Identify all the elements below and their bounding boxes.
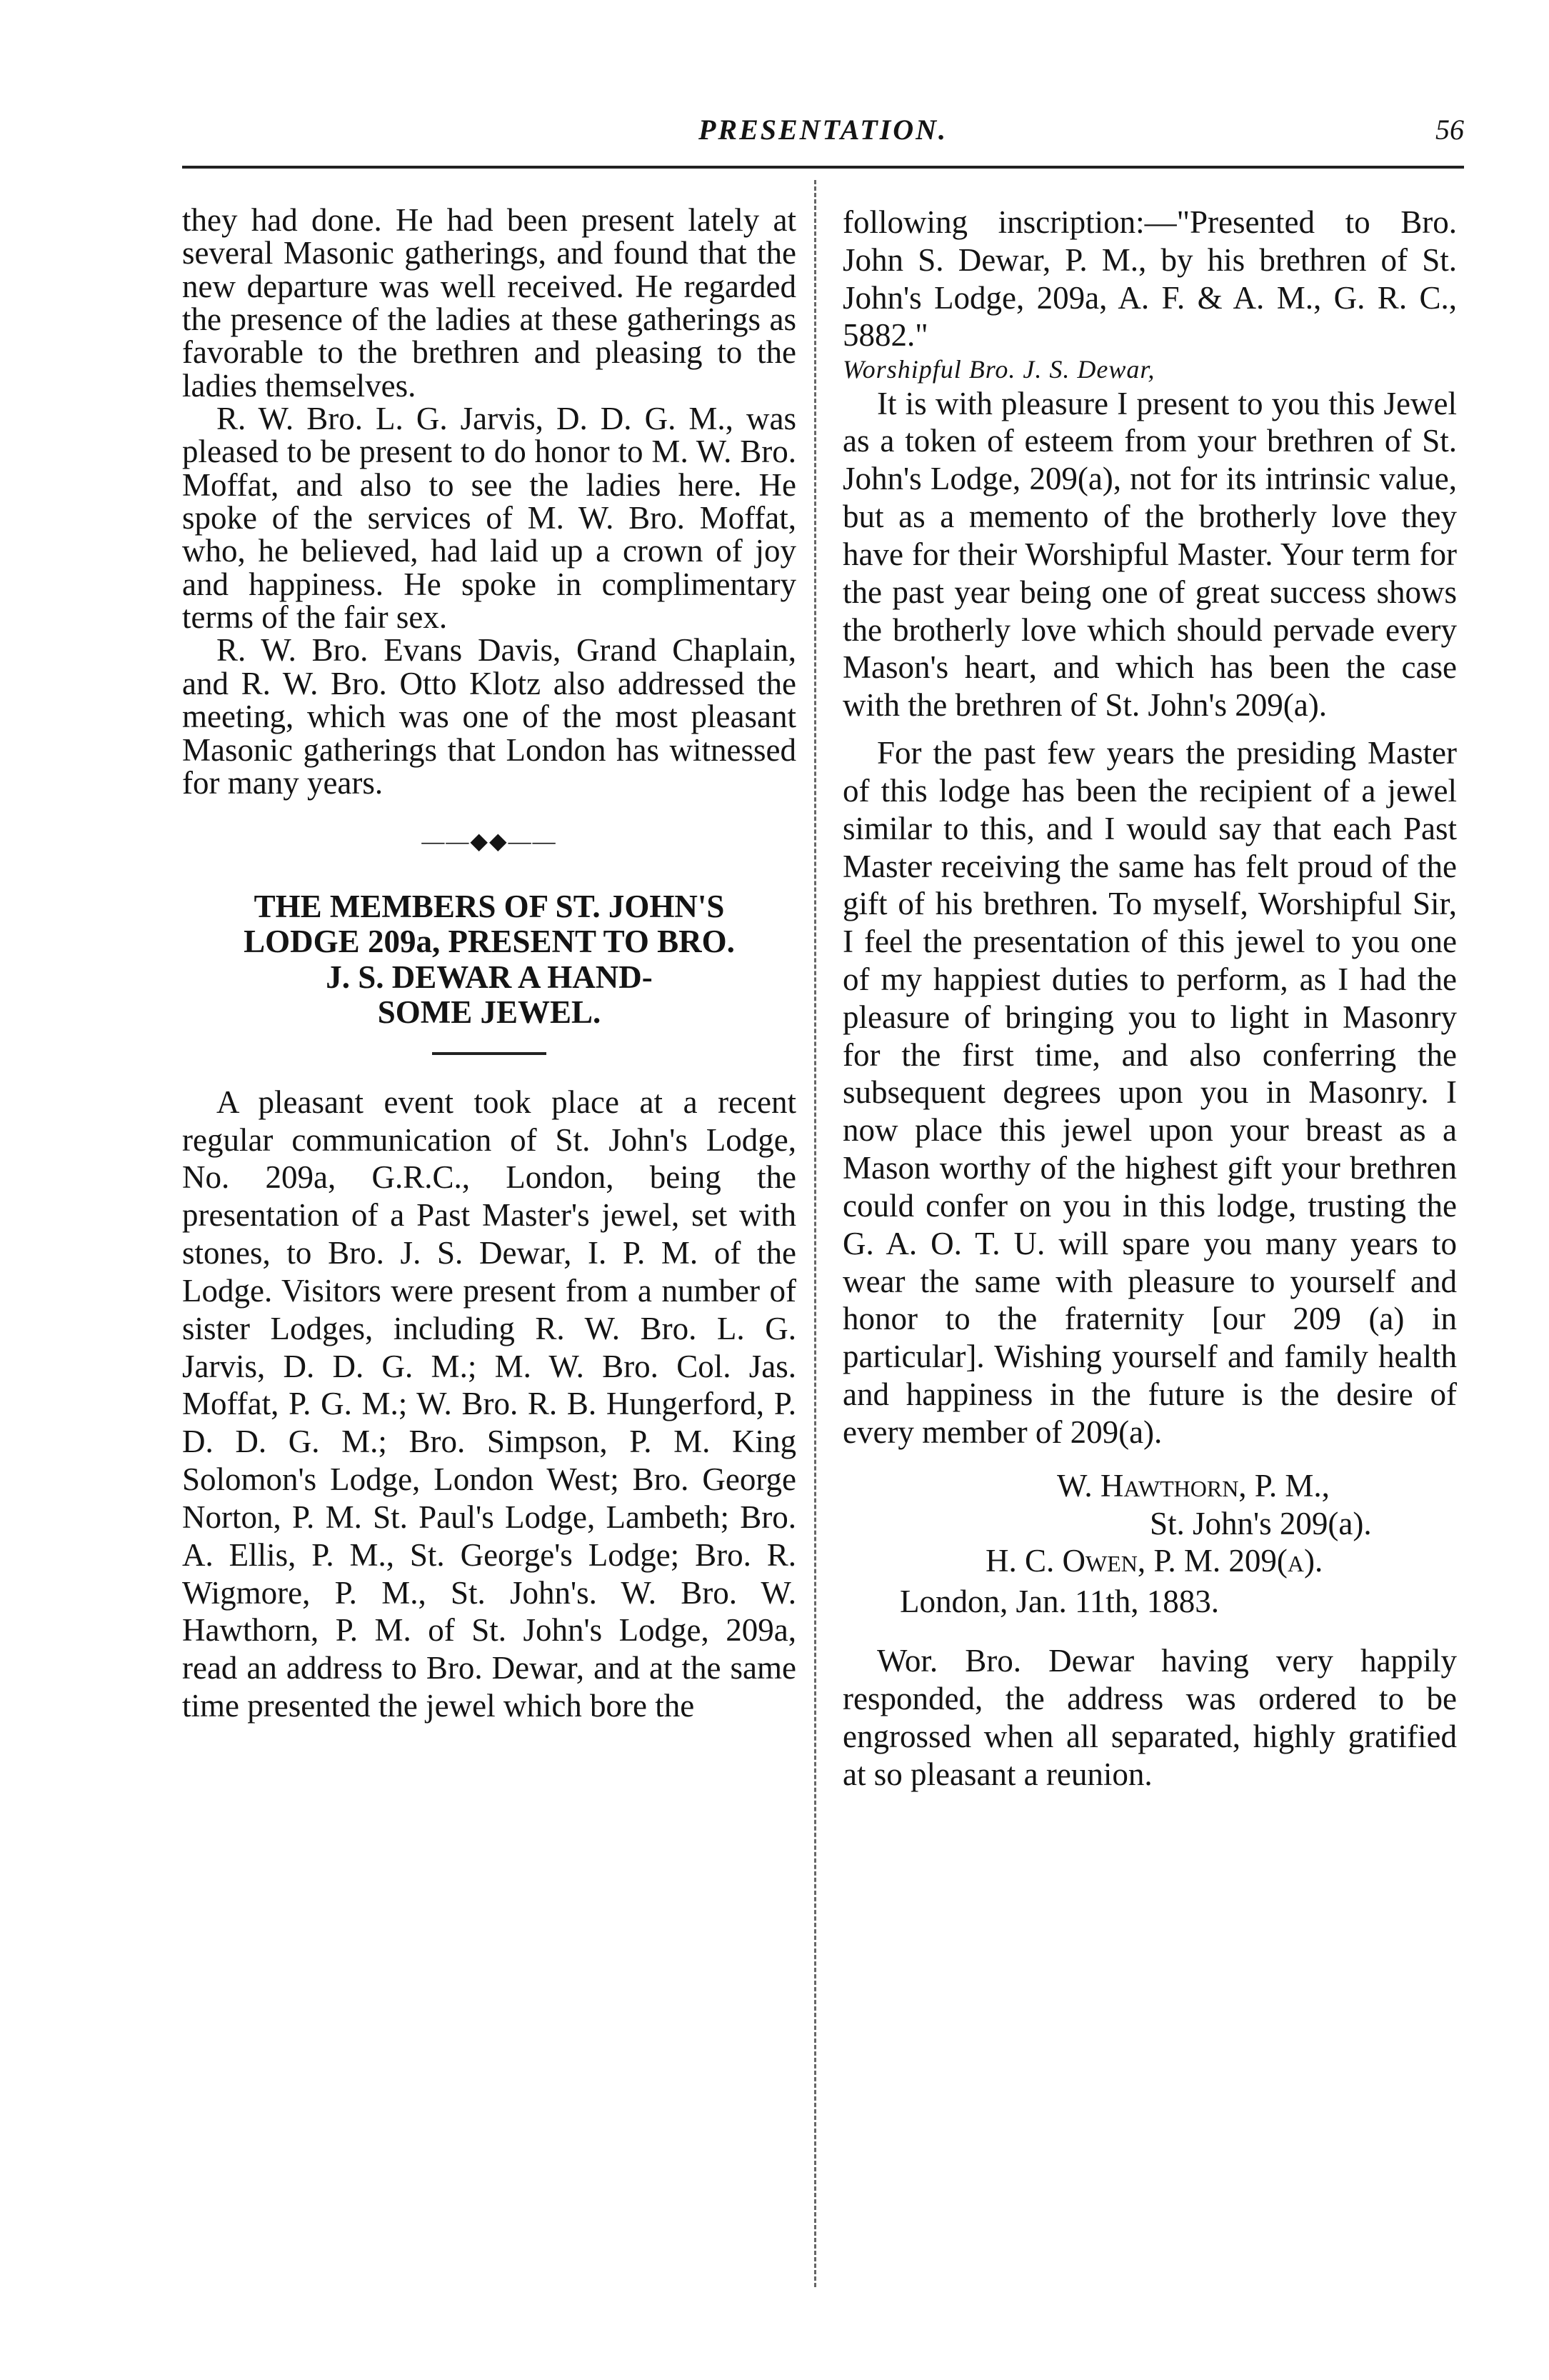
- paragraph: A pleasant event took place at a recent regular communication of St. John's Lodge, No. 209a, G.R.C., London, being the presentation of a Past Master's jewel, set with stones, to Bro. J. S. Dewar, I. P. M. of the Lodge. Visitors were present from a number of sister Lodges, including R. W. Bro. L. G. Jarvis, D. D. G. M.; M. W. Bro. Col. Jas. Moffat, P. G. M.; W. Bro. R. B. Hungerford, P. D. D. G. M.; Bro. Simpson, P. M. King Solomon's Lodge, London West; Bro. George Norton, P. M. St. Paul's Lodge, Lambeth; Bro. A. Ellis, P. M., St. George's Lodge; Bro. R. Wigmore, P. M., St. John's. W. Bro. W. Hawthorn, P. M. of St. John's Lodge, 209a, read an address to Bro. Dewar, and at the same time presented the jewel which bore the: [182, 1084, 796, 1724]
- heading-line: THE MEMBERS OF ST. JOHN'S: [254, 888, 725, 924]
- paragraph: they had done. He had been present lately at several Masonic gatherings, and found that the new departure was well received. He regarded the presence of the ladies at these gatherings as favorable to the brethren and pleasing to the ladies themselves.: [182, 202, 796, 404]
- salutation: Worshipful Bro. J. S. Dewar,: [843, 355, 1156, 384]
- paragraph: Wor. Bro. Dewar having very happily responded, the address was ordered to be engrossed when all separated, highly gratified at so pleasant a reunion.: [843, 1643, 1457, 1792]
- header-rule: [182, 166, 1464, 169]
- paragraph: following inscription:—"Presented to Bro. John S. Dewar, P. M., by his brethren of St. John's Lodge, 209a, A. F. & A. M., G. R. C., 5882.": [843, 204, 1457, 354]
- paragraph: R. W. Bro. Evans Davis, Grand Chaplain, and R. W. Bro. Otto Klotz also addressed the meeting, which was one of the most pleasant Masonic gatherings that London has witnessed for many years.: [182, 632, 796, 801]
- page-header: [182, 113, 1464, 156]
- paragraph: For the past few years the presiding Master of this lodge has been the recipient of a jewel similar to this, and I would say that each Past Master receiving the same has felt proud of the gift of his brethren. To myself, Worshipful Sir, I feel the presentation of this jewel to you one of my happiest duties to perform, as I had the pleasure of bringing you to light in Masonry for the first time, and also conferring the subsequent degrees upon you in Masonry. I now place this jewel upon your breast as a Mason worthy of the highest gift your brethren could confer on you in this lodge, trusting the G. A. O. T. U. will spare you many years to wear the same with pleasure to yourself and honor to the fraternity [our 209 (a) in particular]. Wishing yourself and family health and happiness in the future is the desire of every member of 209(a).: [843, 735, 1457, 1450]
- paragraph: R. W. Bro. L. G. Jarvis, D. D. G. M., was pleased to be present to do honor to M. W. Bro. Moffat, and also to see the ladies here. He spoke of the services of M. W. Bro. Moffat, who, he believed, had laid up a crown of joy and happiness. He spoke in complimentary terms of the fair sex.: [182, 401, 796, 636]
- page-number: 56: [1435, 114, 1464, 146]
- running-title: PRESENTATION.: [698, 114, 948, 146]
- signature-line: St. John's 209(a).: [1150, 1505, 1372, 1541]
- section-ornament: ——◆◆——: [421, 828, 557, 854]
- column-divider: [814, 180, 816, 2287]
- heading-rule: [432, 1052, 546, 1055]
- signature-date: London, Jan. 11th, 1883.: [900, 1584, 1220, 1620]
- signature-line: W. Hawthorn, P. M.,: [1057, 1467, 1330, 1504]
- heading-line: SOME JEWEL.: [377, 994, 601, 1031]
- paragraph: It is with pleasure I present to you this Jewel as a token of esteem from your brethren of St. John's Lodge, 209(a), not for its intrinsic value, but as a memento of the brotherly love they have for their Worshipful Master. Your term for the past year being one of great success shows the brotherly love which should pervade every Mason's heart, and which has been the case with the brethren of St. John's 209(a).: [843, 385, 1457, 724]
- heading-line: J. S. DEWAR A HAND-: [326, 959, 653, 995]
- heading-line: LODGE 209a, PRESENT TO BRO.: [244, 924, 735, 960]
- left-column: [182, 204, 796, 1725]
- article-heading: [182, 889, 796, 1031]
- signature-block: [843, 1467, 1457, 1621]
- right-column: [843, 204, 1457, 1793]
- signature-line: H. C. Owen, P. M. 209(a).: [986, 1543, 1323, 1579]
